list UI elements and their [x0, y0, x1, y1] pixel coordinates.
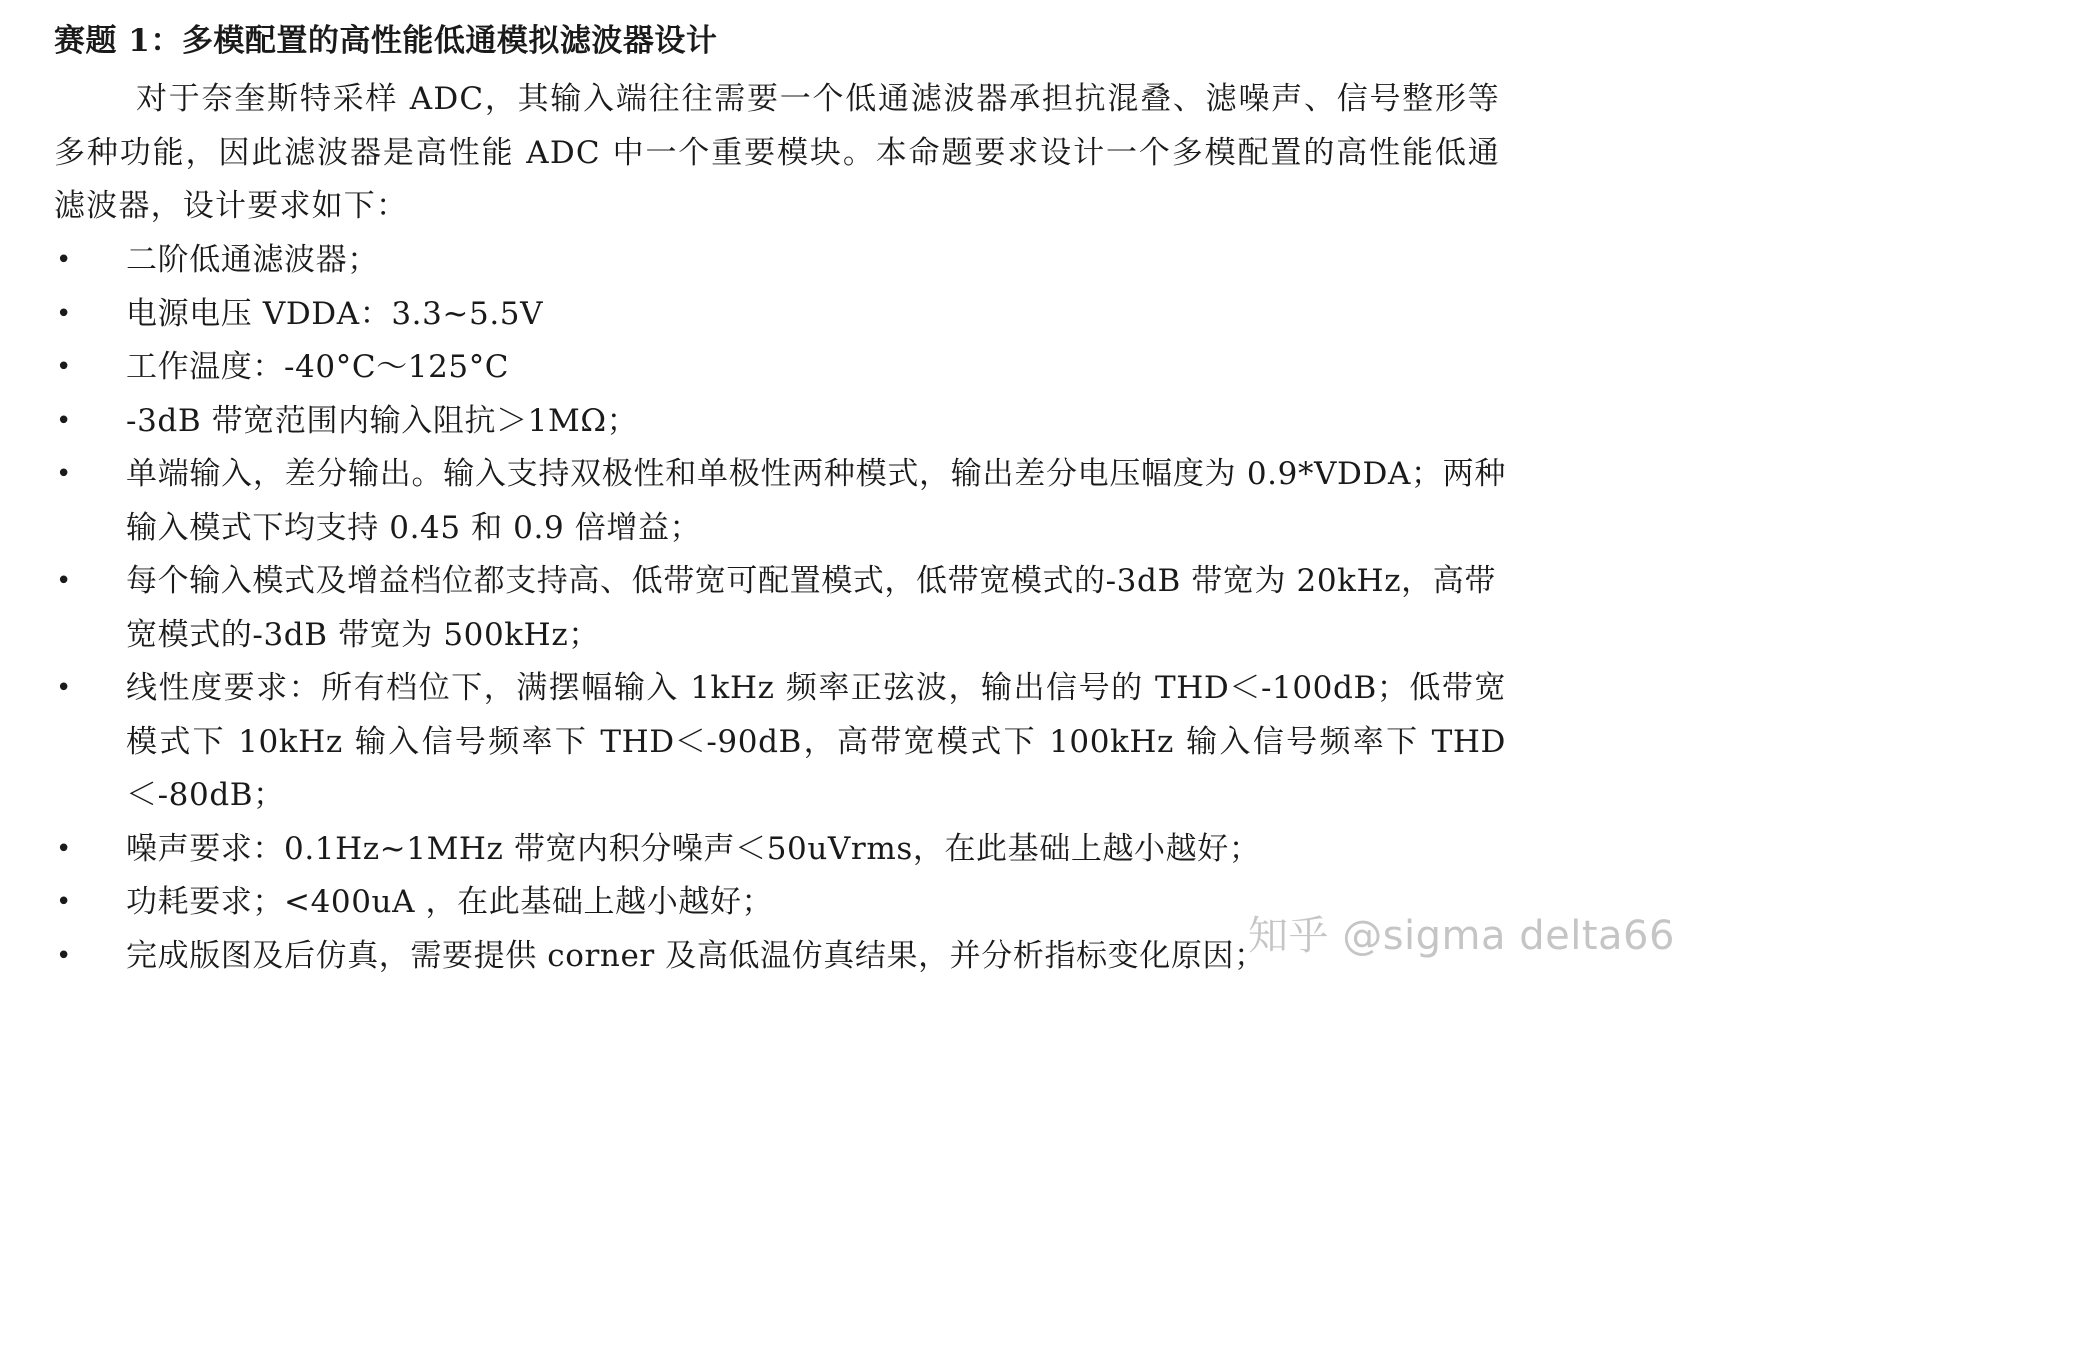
- bullet-icon: •: [56, 352, 72, 382]
- bullet-icon: •: [56, 940, 72, 971]
- requirement-text: 噪声要求：0.1Hz~1MHz 带宽内积分噪声＜50uVrms，在此基础上越小越好；: [126, 830, 1261, 867]
- requirement-text: 功耗要求；<400uA ，在此基础上越小越好；: [126, 884, 774, 920]
- bullet-icon: •: [56, 298, 72, 329]
- list-item: [0, 234, 1552, 288]
- requirement-text: 单端输入，差分输出。输入支持双极性和单极性两种模式，输出差分电压幅度为 0.9*VDDA；两种输入模式下均支持 0.45 和 0.9 倍增益；: [126, 456, 1506, 546]
- requirement-text: -3dB 带宽范围内输入阻抗＞1MΩ；: [126, 402, 639, 439]
- bullet-icon: •: [56, 833, 72, 864]
- requirement-text: 工作温度：-40°C～125°C: [126, 349, 510, 385]
- list-item: [0, 555, 1552, 662]
- bullet-icon: •: [56, 405, 72, 436]
- bullet-icon: •: [56, 887, 72, 917]
- list-item: [0, 448, 1552, 555]
- requirement-text: 电源电压 VDDA：3.3~5.5V: [126, 295, 544, 332]
- intro-paragraph: 对于奈奎斯特采样 ADC，其输入端往往需要一个低通滤波器承担抗混叠、滤噪声、信号整形等多种功能，因此滤波器是高性能 ADC 中一个重要模块。本命题要求设计一个多模配置的高性能低通滤波器，设计要求如下：: [54, 81, 1500, 224]
- requirement-text: 每个输入模式及增益档位都支持高、低带宽可配置模式，低带宽模式的-3dB 带宽为 20kHz，高带宽模式的-3dB 带宽为 500kHz；: [126, 563, 1496, 653]
- list-item: [0, 288, 1552, 342]
- requirement-text: 二阶低通滤波器；: [126, 242, 379, 278]
- bullet-icon: •: [56, 245, 72, 275]
- bullet-icon: •: [56, 673, 72, 703]
- list-item: [0, 395, 1552, 449]
- document-title: 赛题 1：多模配置的高性能低通模拟滤波器设计: [54, 23, 718, 59]
- list-item: [0, 823, 1552, 877]
- requirements-list: [0, 234, 1552, 983]
- zhihu-watermark: 知乎 @sigma delta66: [1248, 913, 1675, 959]
- list-item: [0, 341, 1552, 395]
- requirement-text: 线性度要求：所有档位下，满摆幅输入 1kHz 频率正弦波，输出信号的 THD＜-100dB；低带宽模式下 10kHz 输入信号频率下 THD＜-90dB，高带宽模式下 100kHz 输入信号频率下 THD＜-80dB；: [126, 670, 1506, 813]
- list-item: [0, 662, 1552, 823]
- bullet-icon: •: [56, 566, 72, 596]
- bullet-icon: •: [56, 459, 72, 489]
- requirement-text: 完成版图及后仿真，需要提供 corner 及高低温仿真结果，并分析指标变化原因；: [126, 937, 1266, 974]
